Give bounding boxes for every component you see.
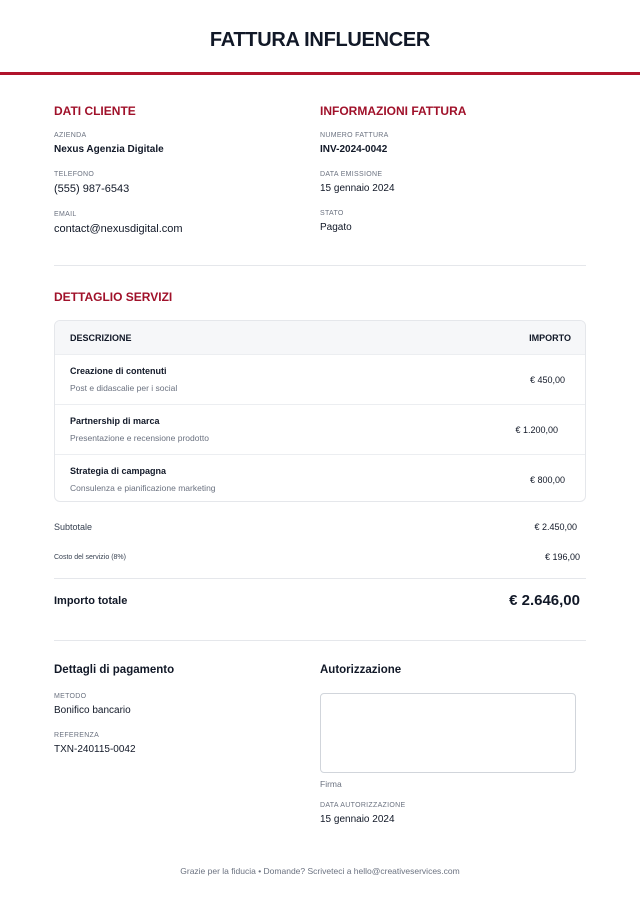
info-section [54, 104, 586, 251]
table-row [55, 354, 585, 404]
email-label: EMAIL [54, 211, 77, 218]
service-fee-label: Costo del servizio (8%) [54, 553, 126, 561]
phone-label: TELEFONO [54, 171, 95, 178]
status-label: STATO [320, 210, 344, 217]
service-amount: € 1.200,00 [515, 424, 558, 435]
client-heading: DATI CLIENTE [54, 104, 136, 118]
client-details [54, 104, 320, 251]
payment-heading: Dettagli di pagamento [54, 664, 175, 676]
issue-date-label: DATA EMISSIONE [320, 171, 383, 178]
company-label: AZIENDA [54, 132, 87, 139]
service-fee-row [54, 552, 580, 562]
subtotal-row [54, 522, 580, 532]
service-description: Consulenza e pianificazione marketing [70, 483, 216, 493]
table-row [55, 404, 585, 454]
invoice-heading: INFORMAZIONI FATTURA [320, 104, 467, 118]
company-value: Nexus Agenzia Digitale [54, 144, 164, 155]
invoice-header [0, 0, 640, 75]
authorization [320, 664, 586, 841]
email-value: contact@nexusdigital.com [54, 223, 183, 235]
page-title: FATTURA INFLUENCER [209, 28, 431, 51]
phone-value: (555) 987-6543 [54, 183, 130, 195]
authorization-heading: Autorizzazione [320, 664, 402, 676]
service-name: Creazione di contenuti [70, 366, 167, 376]
method-label: METODO [54, 693, 87, 700]
service-description: Post e didascalie per i social [70, 383, 178, 393]
service-name: Partnership di marca [70, 416, 160, 426]
subtotal-value: € 2.450,00 [534, 522, 577, 532]
service-name: Strategia di campagna [70, 466, 167, 476]
service-amount: € 800,00 [529, 474, 565, 485]
services-section-title [54, 290, 586, 318]
subtotal-label: Subtotale [54, 522, 93, 532]
divider [54, 578, 586, 579]
reference-label: REFERENZA [54, 732, 100, 739]
service-amount: € 450,00 [529, 374, 565, 385]
authorization-date-value: 15 gennaio 2024 [320, 814, 395, 825]
signature-caption: Firma [320, 779, 342, 789]
authorization-date-label: DATA AUTORIZZAZIONE [320, 802, 406, 809]
amount-column-header: IMPORTO [529, 332, 571, 343]
divider [54, 265, 586, 266]
invoice-details [320, 104, 586, 251]
signature-box[interactable] [320, 693, 576, 773]
services-heading: DETTAGLIO SERVIZI [54, 290, 173, 304]
status-value: Pagato [320, 222, 352, 233]
total-label: Importo totale [54, 594, 128, 607]
total-row [54, 592, 580, 609]
payment-authorization-section [54, 664, 586, 841]
reference-value: TXN-240115-0042 [54, 744, 136, 755]
invoice-number-value: INV-2024-0042 [320, 144, 388, 155]
total-value: € 2.646,00 [509, 592, 580, 609]
table-row [55, 454, 585, 502]
invoice-number-label: NUMERO FATTURA [320, 132, 389, 139]
service-description: Presentazione e recensione prodotto [70, 433, 209, 443]
issue-date-value: 15 gennaio 2024 [320, 183, 395, 194]
divider [54, 640, 586, 641]
services-table [54, 320, 586, 502]
table-header [55, 321, 585, 354]
description-column-header: DESCRIZIONE [70, 332, 132, 343]
service-fee-value: € 196,00 [544, 552, 580, 562]
footer-text: Grazie per la fiducia • Domande? Scriveteci a hello@creativeservices.com [180, 866, 460, 876]
payment-details [54, 664, 320, 841]
method-value: Bonifico bancario [54, 705, 131, 716]
